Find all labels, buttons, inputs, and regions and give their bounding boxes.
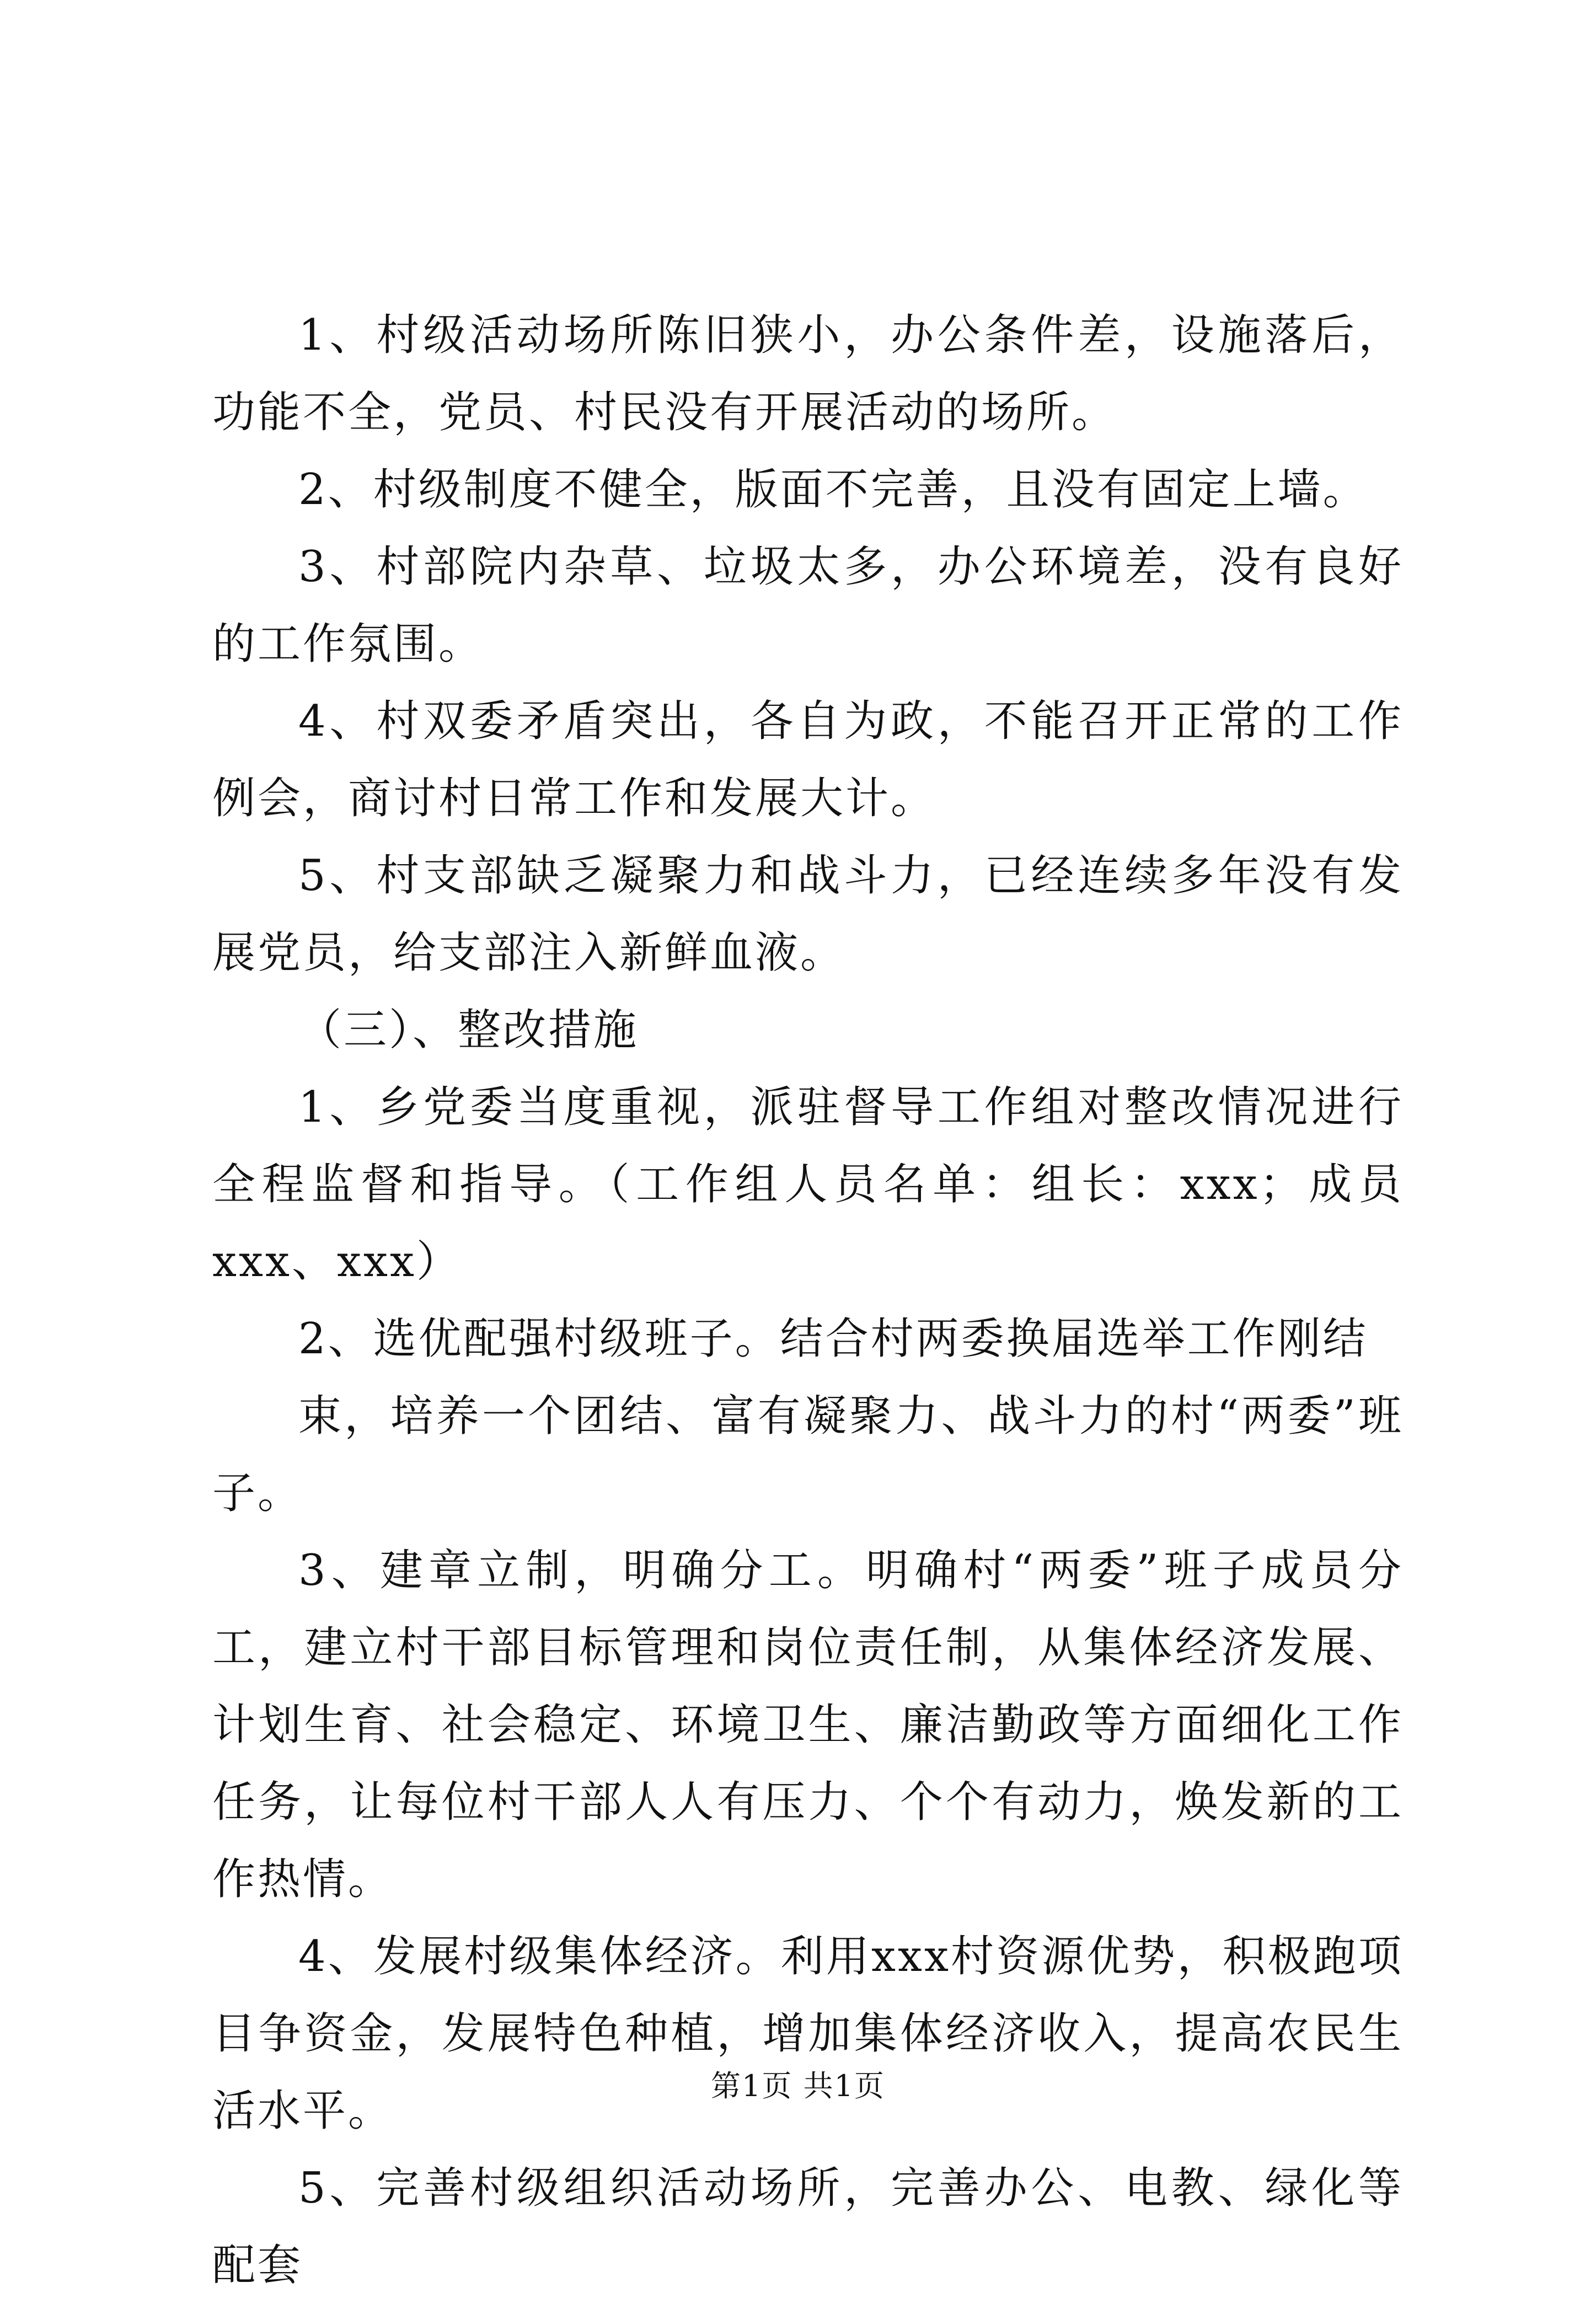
paragraph-9: 3、建章立制，明确分工。明确村“两委”班子成员分工，建立村干部目标管理和岗位责任制，从集体经济发展、计划生育、社会稳定、环境卫生、廉洁勤政等方面细化工作任务，让每位村干部人人有压力、个个有动力，焕发新的工作热情。 (212, 1546, 1404, 1904)
document-body (212, 297, 1404, 2304)
paragraph-5: 5、村支部缺乏凝聚力和战斗力，已经连续多年没有发展党员，给支部注入新鲜血液。 (212, 851, 1404, 978)
paragraph-3: 3、村部院内杂草、垃圾太多，办公环境差，没有良好的工作氛围。 (212, 542, 1404, 669)
section-heading: （三）、整改措施 (298, 1005, 639, 1055)
paragraph-8: 束，培养一个团结、富有凝聚力、战斗力的村“两委”班子。 (212, 1391, 1404, 1518)
paragraph-6: 1、乡党委当度重视，派驻督导工作组对整改情况进行全程监督和指导。（工作组人员名单：组长：xxx；成员xxx、xxx） (212, 1083, 1404, 1287)
paragraph-2: 2、村级制度不健全，版面不完善，且没有固定上墙。 (298, 465, 1368, 515)
paragraph-10: 4、发展村级集体经济。利用xxx村资源优势，积极跑项目争资金，发展特色种植，增加集体经济收入，提高农民生活水平。 (212, 1932, 1404, 2136)
page-number-label: 第1页 共1页 (711, 2069, 885, 2103)
paragraph-11: 5、完善村级组织活动场所，完善办公、电教、绿化等配套 (212, 2163, 1404, 2290)
page-footer (0, 2067, 1596, 2105)
paragraph-1: 1、村级活动场所陈旧狭小，办公条件差，设施落后，功能不全，党员、村民没有开展活动的场所。 (212, 310, 1404, 437)
paragraph-7: 2、选优配强村级班子。结合村两委换届选举工作刚结 (298, 1314, 1368, 1364)
paragraph-4: 4、村双委矛盾突出，各自为政，不能召开正常的工作例会，商讨村日常工作和发展大计。 (212, 696, 1404, 823)
